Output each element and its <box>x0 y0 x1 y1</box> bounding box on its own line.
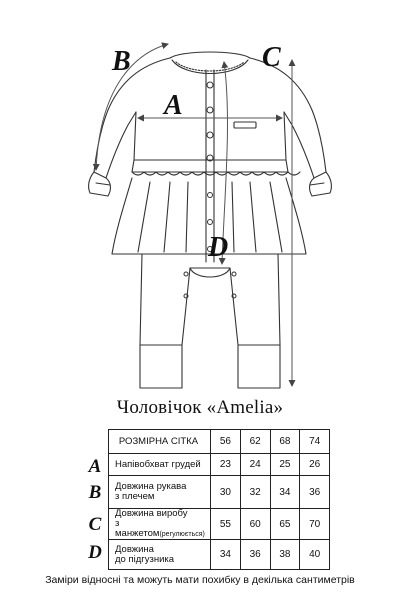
table-cell: 25 <box>270 454 300 476</box>
table-row-diaper <box>109 540 330 570</box>
row-label-sleeve <box>109 476 211 509</box>
table-cell: 70 <box>300 509 330 540</box>
size-header-row <box>109 430 330 454</box>
size-chart-table <box>108 429 330 570</box>
size-header-cell: 68 <box>270 430 300 454</box>
measure-label-b: B <box>112 46 131 77</box>
row-label-note: (регулюється) <box>159 530 205 538</box>
measure-label-a: A <box>164 90 183 121</box>
row-label-line: Довжина рукава <box>115 481 187 493</box>
row-label-chest: Напівобхват грудей <box>109 454 211 476</box>
row-letter-d: D <box>88 542 102 563</box>
snap-buttons <box>184 82 236 298</box>
row-label-line: з плечем <box>115 491 155 502</box>
size-header-cell: 74 <box>300 430 330 454</box>
table-cell: 24 <box>240 454 270 476</box>
row-label-line: Довжина <box>115 543 154 555</box>
row-label-length <box>109 509 211 540</box>
row-letter-a: A <box>88 456 102 477</box>
table-cell: 60 <box>240 509 270 540</box>
table-cell: 55 <box>211 509 241 540</box>
measure-label-d: D <box>208 232 229 263</box>
row-label-line: Довжина виробу <box>115 508 188 520</box>
measurement-arrows <box>96 44 292 386</box>
table-cell: 23 <box>211 454 241 476</box>
product-title: Чоловічок «Amelia» <box>116 397 284 418</box>
row-letter-b: B <box>88 482 102 503</box>
measurement-footnote: Заміри відносні та можуть мати похибку в декілька сантиметрів <box>45 574 355 586</box>
table-cell: 34 <box>270 476 300 509</box>
row-letter-c: C <box>88 514 102 535</box>
table-cell: 30 <box>211 476 241 509</box>
table-cell: 36 <box>300 476 330 509</box>
table-cell: 34 <box>211 540 241 570</box>
size-header-cell: 56 <box>211 430 241 454</box>
measure-label-c: C <box>262 42 281 73</box>
row-label-diaper <box>109 540 211 570</box>
row-label-line: з манжетом(регулюється) <box>115 518 205 539</box>
table-cell: 38 <box>270 540 300 570</box>
table-row-length <box>109 509 330 540</box>
table-cell: 40 <box>300 540 330 570</box>
size-header-cell: 62 <box>240 430 270 454</box>
table-row-chest <box>109 454 330 476</box>
table-cell: 36 <box>240 540 270 570</box>
table-cell: 26 <box>300 454 330 476</box>
row-label-line: до підгузника <box>115 553 175 565</box>
table-cell: 32 <box>240 476 270 509</box>
size-chart-title: РОЗМІРНА СІТКА <box>109 430 211 454</box>
table-row-sleeve <box>109 476 330 509</box>
table-cell: 65 <box>270 509 300 540</box>
